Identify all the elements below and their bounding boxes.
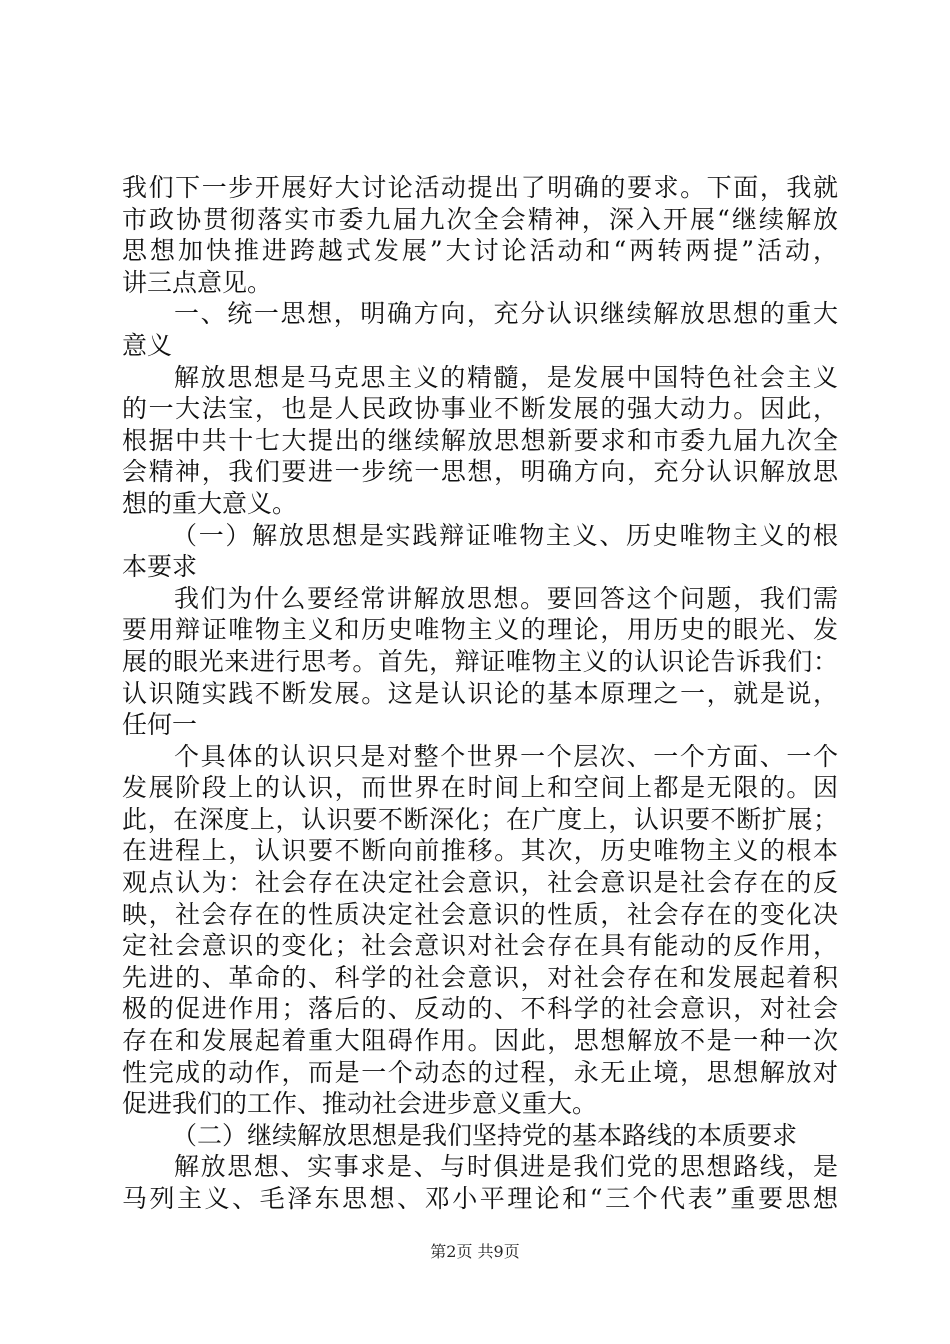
text-line: 解放思想、实事求是、与时俱进是我们党的思想路线，是 — [174, 1152, 838, 1182]
text-line: 存在和发展起着重大阻碍作用。因此，思想解放不是一种一次 — [122, 1026, 838, 1056]
text-line: 性完成的动作，而是一个动态的过程，永无止境，思想解放对 — [122, 1057, 838, 1087]
text-line: 我们下一步开展好大讨论活动提出了明确的要求。下面，我就 — [122, 173, 838, 202]
text-line: 马列主义、毛泽东思想、邓小平理论和“三个代表”重要思想 — [122, 1184, 838, 1213]
text-line: 讲三点意见。 — [122, 267, 273, 297]
text-line: 个具体的认识只是对整个世界一个层次、一个方面、一个 — [174, 741, 838, 771]
text-line: 要用辩证唯物主义和历史唯物主义的理论，用历史的眼光、发 — [122, 615, 838, 645]
page-footer — [0, 1240, 950, 1264]
text-line: 会精神，我们要进一步统一思想，明确方向，充分认识解放思 — [122, 457, 838, 487]
body-text — [122, 172, 838, 1215]
text-line: 极的促进作用；落后的、反动的、不科学的社会意识，对社会 — [122, 994, 838, 1024]
text-line: 市政协贯彻落实市委九届九次全会精神，深入开展“继续解放 — [122, 204, 838, 234]
text-line: 解放思想是马克思主义的精髓，是发展中国特色社会主义 — [174, 362, 838, 392]
text-line: 的一大法宝，也是人民政协事业不断发展的强大动力。因此， — [122, 394, 838, 424]
text-line: 任何一 — [122, 710, 198, 740]
text-line: 促进我们的工作、推动社会进步意义重大。 — [122, 1089, 598, 1119]
section-heading-line: 意义 — [122, 330, 173, 360]
subsection-heading-line: 本要求 — [122, 552, 198, 582]
text-line: 此，在深度上，认识要不断深化；在广度上，认识要不断扩展； — [122, 804, 838, 834]
text-line: 思想加快推进跨越式发展”大讨论活动和“两转两提”活动， — [122, 236, 838, 266]
text-line: 在进程上，认识要不断向前推移。其次，历史唯物主义的根本 — [122, 836, 838, 866]
text-line: 展的眼光来进行思考。首先，辩证唯物主义的认识论告诉我们： — [122, 646, 838, 676]
text-line: 想的重大意义。 — [122, 488, 298, 518]
text-line: 先进的、革命的、科学的社会意识，对社会存在和发展起着积 — [122, 962, 838, 992]
page-number: 第2页 共9页 — [430, 1242, 520, 1261]
text-line: 认识随实践不断发展。这是认识论的基本原理之一，就是说， — [122, 678, 838, 708]
text-line: 我们为什么要经常讲解放思想。要回答这个问题，我们需 — [174, 583, 838, 613]
text-line: 定社会意识的变化；社会意识对社会存在具有能动的反作用， — [122, 931, 838, 961]
text-line: 映，社会存在的性质决定社会意识的性质，社会存在的变化决 — [122, 899, 838, 929]
section-heading-line: 一、统一思想，明确方向，充分认识继续解放思想的重大 — [174, 299, 838, 329]
subsection-heading-line: （一）解放思想是实践辩证唯物主义、历史唯物主义的根 — [172, 520, 838, 550]
text-line: 观点认为：社会存在决定社会意识，社会意识是社会存在的反 — [122, 868, 838, 898]
text-line: 发展阶段上的认识，而世界在时间上和空间上都是无限的。因 — [122, 773, 838, 803]
text-line: 根据中共十七大提出的继续解放思想新要求和市委九届九次全 — [122, 425, 838, 455]
subsection-heading-line: （二）继续解放思想是我们坚持党的基本路线的本质要求 — [172, 1120, 798, 1150]
